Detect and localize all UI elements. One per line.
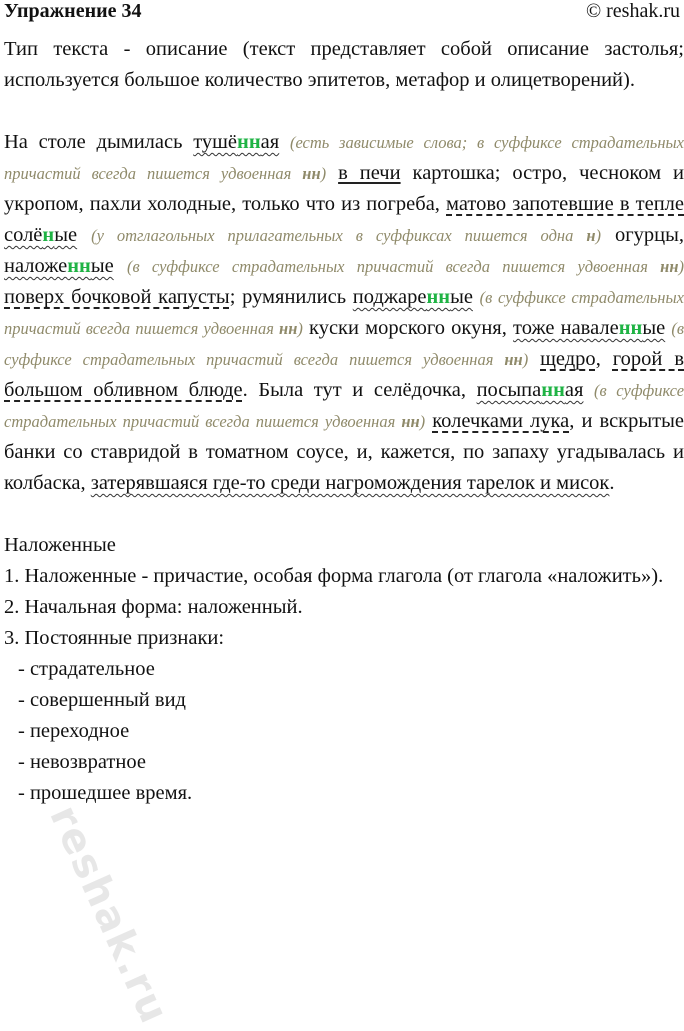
feature-item: - переходное <box>4 716 684 747</box>
word-part: посыпа <box>477 379 542 401</box>
note-letters: н <box>586 226 595 245</box>
note-text: ) <box>523 350 529 369</box>
rule-note <box>91 226 601 245</box>
highlight-letters: нн <box>619 317 643 339</box>
note-text: ) <box>297 319 303 338</box>
passage-text: куски морского окуня, <box>303 317 513 339</box>
word-solenye <box>4 224 77 246</box>
word-part: тоже навале <box>513 317 619 339</box>
note-letters: нн <box>401 412 419 431</box>
passage-text: , <box>596 348 613 370</box>
note-text: (есть зависимые слова; в суффиксе страдательных причастий всегда пишется удвоенная <box>4 133 684 183</box>
feature-item: - страдательное <box>4 654 684 685</box>
note-text: ) <box>321 164 327 183</box>
underlined-phrase: щедро <box>540 348 596 370</box>
text-type-paragraph: Тип текста - описание (текст представляет собой описание застолья; используется большое количество эпитетов, метафор и олицетворений). <box>4 34 684 96</box>
word-part: ые <box>450 286 473 308</box>
word-part: ые <box>91 255 114 277</box>
analysis-line-3: 3. Постоянные признаки: <box>4 623 684 654</box>
word-nalozhennye <box>4 255 114 277</box>
feature-item: - совершенный вид <box>4 685 684 716</box>
note-text: (в суффиксе страдательных причастий всегда пишется удвоенная <box>127 257 660 276</box>
note-text: (в суффиксе страдательных причастий всегда пишется удвоенная <box>4 288 684 338</box>
word-part: наложе <box>4 255 67 277</box>
feature-item: - невозвратное <box>4 747 684 778</box>
note-text: (у отглагольных прилагательных в суффиксах пишется одна <box>91 226 586 245</box>
spacer <box>4 96 684 127</box>
watermark: reshak.ru <box>40 799 177 1031</box>
word-navalennye <box>513 317 665 339</box>
underlined-phrase: в печи <box>338 162 401 184</box>
passage-text <box>326 162 338 184</box>
header <box>4 0 680 26</box>
highlight-letters: нн <box>67 255 91 277</box>
content <box>4 34 684 809</box>
highlight-letters: нн <box>237 131 261 153</box>
note-letters: нн <box>279 319 297 338</box>
word-part: ая <box>261 131 280 153</box>
passage-paragraph <box>4 127 684 499</box>
exercise-title: Упражнение 34 <box>4 0 142 23</box>
spacer <box>4 499 684 530</box>
word-part: ые <box>642 317 665 339</box>
feature-item: - прошедшее время. <box>4 778 684 809</box>
note-text: (в суффиксе страдательных причастий всегда пишется удвоенная <box>4 381 684 431</box>
rule-note <box>127 257 684 276</box>
note-text: ) <box>420 412 426 431</box>
word-posypannaya <box>477 379 584 401</box>
note-letters: нн <box>302 164 320 183</box>
passage-text: картошка; остро, чесноком и укропом, пахли холодные, только что из погреба, <box>4 162 684 215</box>
highlight-letters: нн <box>426 286 450 308</box>
passage-text: , и вскрытые банки со ставридой в томатном соусе, и, кажется, по запаху угадывалась и колбаска, <box>4 410 684 494</box>
underlined-phrase: матово запотевшие в тепле <box>446 193 684 215</box>
word-tushennaya <box>193 131 279 153</box>
highlight-letters: н <box>42 224 54 246</box>
analysis-line-1: 1. Наложенные - причастие, особая форма глагола (от глагола «наложить»). <box>4 561 684 592</box>
passage-text: На столе дымилась <box>4 131 193 153</box>
word-part: ые <box>54 224 77 246</box>
note-text: ) <box>596 226 602 245</box>
passage-text: ; румянились <box>230 286 353 308</box>
word-part: тушё <box>193 131 237 153</box>
underlined-phrase: поверх бочковой капусты <box>4 286 230 308</box>
note-letters: нн <box>504 350 522 369</box>
underlined-phrase: затерявшаяся где-то среди нагромождения тарелок и мисок <box>91 472 610 494</box>
underlined-phrase: горой в большом обливном блюде <box>4 348 684 401</box>
passage-text: огурцы, <box>601 224 684 246</box>
passage-text: . Была тут и селёдочка, <box>243 379 477 401</box>
passage-text <box>528 348 540 370</box>
word-podzharennye <box>353 286 473 308</box>
note-text: ) <box>679 257 684 276</box>
note-text: (в суффиксе страдательных причастий всегда пишется удвоенная <box>4 319 684 369</box>
word-part: солё <box>4 224 42 246</box>
highlight-letters: нн <box>541 379 565 401</box>
analysis-line-2: 2. Начальная форма: наложенный. <box>4 592 684 623</box>
site-credit[interactable]: © reshak.ru <box>586 0 680 23</box>
underlined-phrase: колечками лука <box>432 410 569 432</box>
analysis-heading: Наложенные <box>4 530 684 561</box>
note-letters: нн <box>660 257 678 276</box>
passage-text: . <box>609 472 614 494</box>
word-part: поджаре <box>353 286 427 308</box>
word-part: ая <box>565 379 584 401</box>
